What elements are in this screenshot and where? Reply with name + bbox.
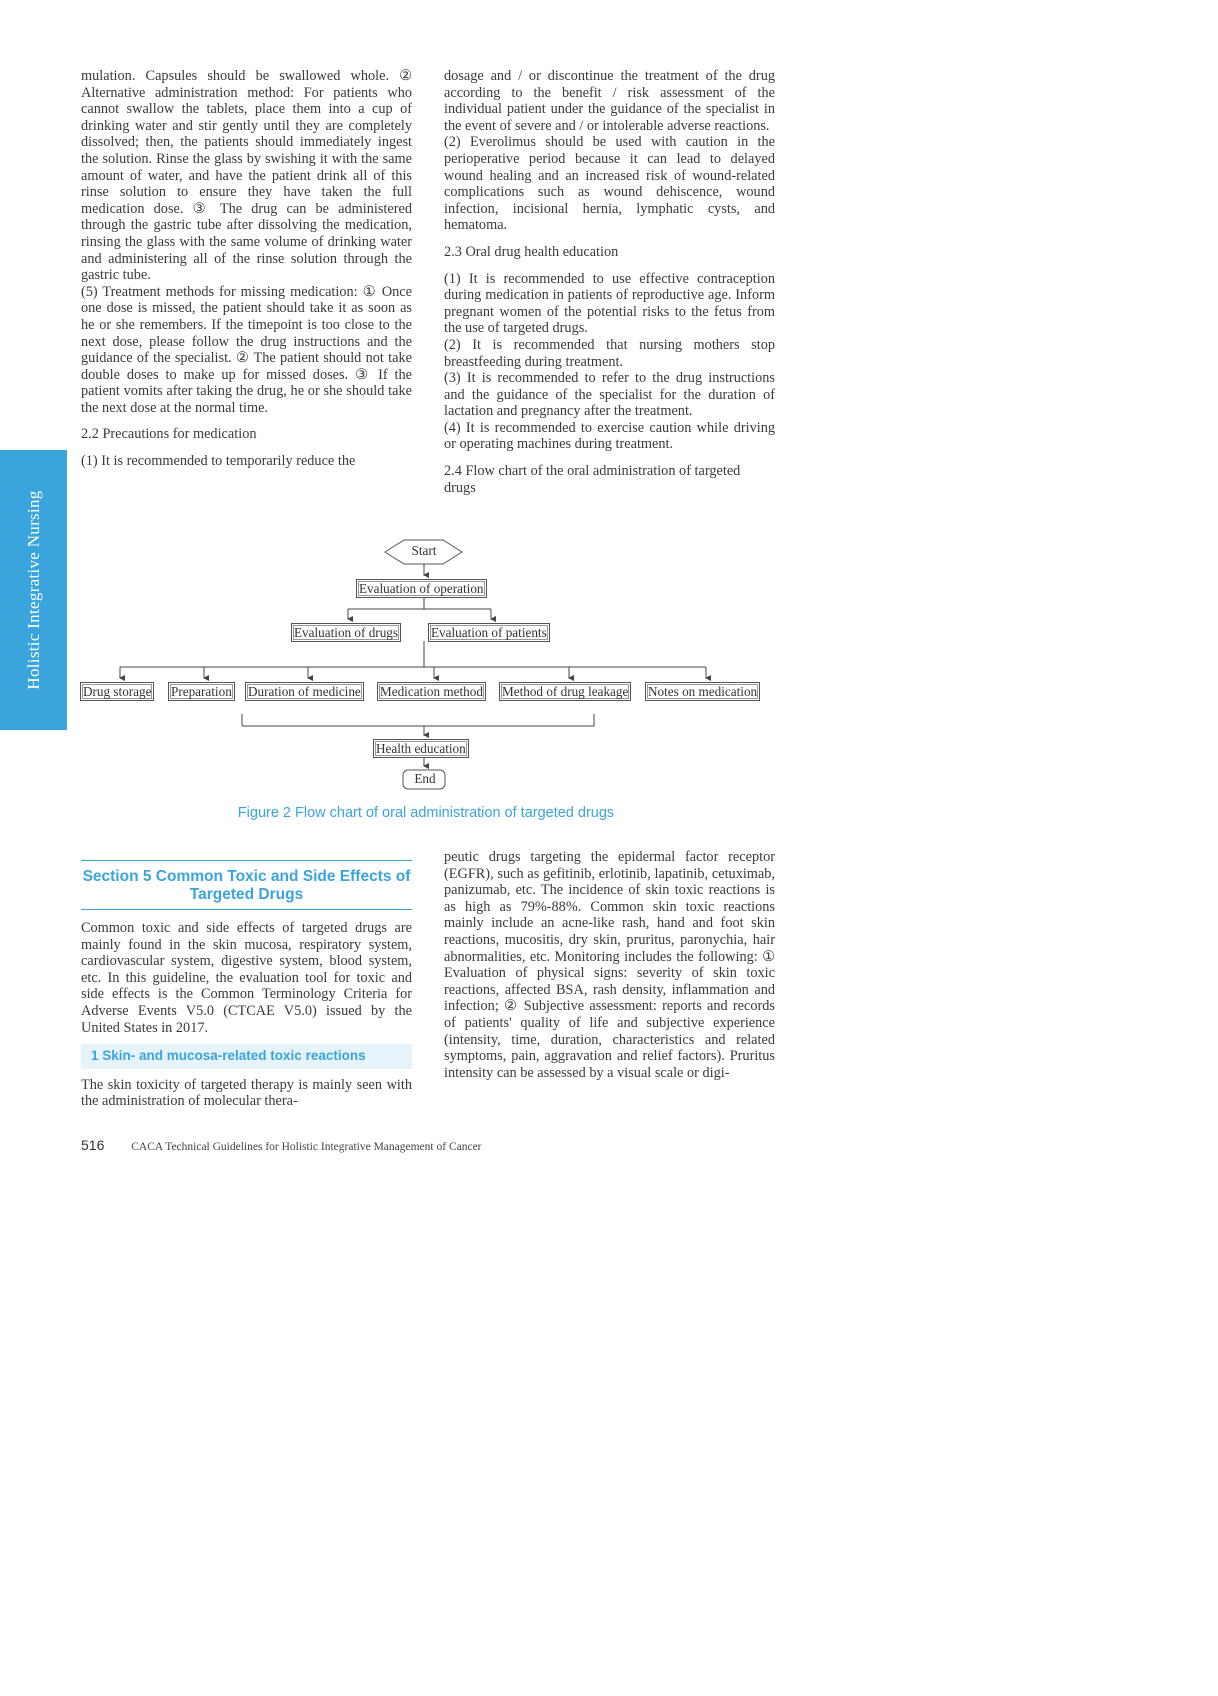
left-column-bottom — [81, 920, 412, 1110]
paragraph: mulation. Capsules should be swallowed whole. ② Alternative administration method: For patients who cannot swallow the tablets, place them into a cup of drinking water and stir gently until they are completely dissolved; then, the patients should immediately ingest the solution. Rinse the glass by swishing it with the same amount of water, and have the patient drink all of this rinse solution to ensure they have taken the full medication dose. ③ The drug can be administered through the gastric tube after dissolving the medication, rinsing the glass with the same volume of drinking water and administering all of the rinse solution through the gastric tube. — [81, 68, 412, 284]
section-heading: Section 5 Common Toxic and Side Effects of Targeted Drugs — [81, 860, 412, 910]
subsection-heading: 2.4 Flow chart of the oral administration of targeted drugs — [444, 463, 741, 496]
flow-item-notes: Notes on medication — [645, 682, 760, 701]
side-tab-label: Holistic Integrative Nursing — [23, 490, 43, 690]
flow-evaluation-operation: Evaluation of operation — [356, 579, 487, 598]
right-column-bottom — [444, 849, 775, 1081]
page-footer — [81, 1137, 482, 1153]
journal-title: CACA Technical Guidelines for Holistic Integrative Management of Cancer — [131, 1141, 482, 1153]
subsection-heading: 2.2 Precautions for medication — [81, 426, 257, 443]
flow-start-label: Start — [411, 543, 437, 558]
figure-caption: Figure 2 Flow chart of oral administration of targeted drugs — [237, 805, 615, 821]
page-number: 516 — [81, 1137, 105, 1153]
list-item: (1) It is recommended to use effective contraception during medication in patients of reproductive age. Inform pregnant women of the potential risks to the fetus from the use of targeted drugs. — [444, 270, 775, 337]
list-item: (4) It is recommended to exercise caution while driving or operating machines during treatment. — [444, 419, 775, 453]
list-item: (2) It is recommended that nursing mothers stop breastfeeding during treatment. — [444, 336, 775, 370]
list-item: (3) It is recommended to refer to the drug instructions and the guidance of the specialist for the duration of lactation and pregnancy after the treatment. — [444, 370, 775, 420]
flow-item-drug-storage: Drug storage — [80, 682, 154, 701]
flow-end-label: End — [414, 771, 436, 786]
flow-evaluation-patients: Evaluation of patients — [428, 623, 550, 642]
flowchart-connectors — [0, 0, 852, 800]
flow-item-drug-leakage: Method of drug leakage — [499, 682, 631, 701]
paragraph: The skin toxicity of targeted therapy is mainly seen with the administration of molecular thera- — [81, 1076, 412, 1110]
paragraph: (5) Treatment methods for missing medication: ① Once one dose is missed, the patient should take it as soon as he or she remembers. If the timepoint is too close to the next dose, please follow the drug instructions and the guidance of the specialist. ② The patient should not take double doses to make up for missed doses. ③ If the patient vomits after taking the drug, he or she should take the next dose at the normal time. — [81, 283, 412, 416]
flow-item-preparation: Preparation — [168, 682, 235, 701]
paragraph: (2) Everolimus should be used with caution in the perioperative period because it can lead to delayed wound healing and an increased risk of wound-related complications such as wound dehiscence, wound infection, incisional hernia, lymphatic cysts, and hematoma. — [444, 134, 775, 234]
paragraph: peutic drugs targeting the epidermal factor receptor (EGFR), such as gefitinib, erlotinib, lapatinib, cetuximab, panizumab, etc. The incidence of skin toxic reactions is as high as 79%-88%. Common skin toxic reactions mainly include an acne-like rash, hand and foot skin reactions, mucositis, dry skin, pruritus, paronychia, hair abnormalities, etc. Monitoring includes the following: ① Evaluation of physical signs: severity of skin toxic reactions, affected BSA, rash density, inflammation and infection; ② Subjective assessment: reports and records of patients' quality of life and subjective experience (intensity, time, duration, characteristics and related symptoms, pain, aggravation and relief factors). Pruritus intensity can be assessed by a visual scale or digi- — [444, 849, 775, 1081]
flow-evaluation-drugs: Evaluation of drugs — [291, 623, 401, 642]
paragraph: Common toxic and side effects of targeted drugs are mainly found in the skin mucosa, respiratory system, cardiovascular system, digestive system, blood system, etc. In this guideline, the evaluation tool for toxic and side effects is the Common Terminology Criteria for Adverse Events V5.0 (CTCAE V5.0) issued by the United States in 2017. — [81, 920, 412, 1036]
flow-health-education: Health education — [373, 739, 469, 758]
paragraph: dosage and / or discontinue the treatment of the drug according to the benefit / risk assessment of the individual patient under the guidance of the specialist in the event of severe and / or intolerable adverse reactions. — [444, 68, 775, 134]
paragraph: (1) It is recommended to temporarily reduce the — [81, 453, 356, 470]
subsection-heading: 2.3 Oral drug health education — [444, 243, 619, 260]
flow-item-duration: Duration of medicine — [245, 682, 364, 701]
flow-item-medication-method: Medication method — [377, 682, 486, 701]
sub-heading: 1 Skin- and mucosa-related toxic reactions — [81, 1044, 412, 1069]
flowchart — [0, 0, 852, 800]
